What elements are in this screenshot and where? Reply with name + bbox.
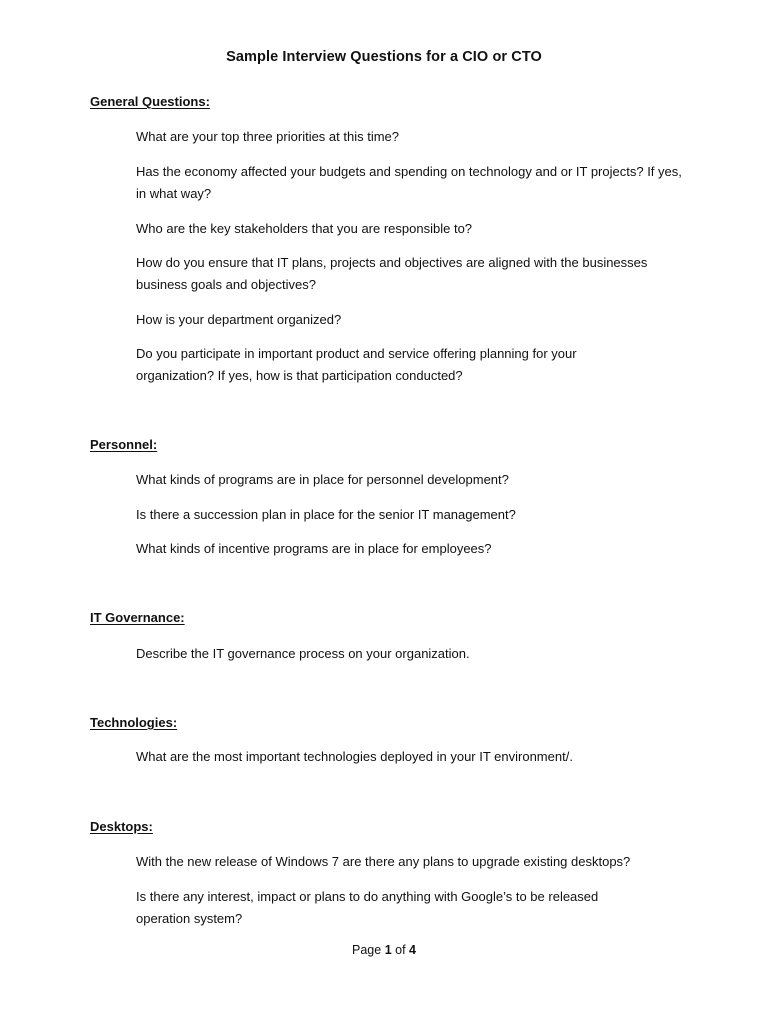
page-number <box>0 943 768 957</box>
question-item: Is there any interest, impact or plans to do anything with Google’s to be released operation system? <box>136 889 599 926</box>
question-item: With the new release of Windows 7 are there any plans to upgrade existing desktops? <box>136 854 631 869</box>
page-of: of <box>395 943 406 957</box>
question-item: How do you ensure that IT plans, projects and objectives are aligned with the businesses business goals and objectives? <box>136 255 648 292</box>
page-label: Page <box>352 943 382 957</box>
question-item: What kinds of programs are in place for personnel development? <box>136 472 509 487</box>
question-item: Describe the IT governance process on your organization. <box>136 646 470 661</box>
question-item: What are the most important technologies deployed in your IT environment/. <box>136 749 573 764</box>
section-heading-personnel: Personnel: <box>90 437 158 452</box>
section-heading-technologies: Technologies: <box>90 715 178 730</box>
question-item: What kinds of incentive programs are in place for employees? <box>136 541 492 556</box>
question-item: How is your department organized? <box>136 312 342 327</box>
page-total: 4 <box>409 943 416 957</box>
question-item: Is there a succession plan in place for the senior IT management? <box>136 507 516 522</box>
question-item: Has the economy affected your budgets and spending on technology and or IT projects? If yes, in what way? <box>136 164 682 201</box>
document-title: Sample Interview Questions for a CIO or CTO <box>226 49 542 65</box>
section-heading-desktops: Desktops: <box>90 819 153 834</box>
question-item: Do you participate in important product and service offering planning for your organization? If yes, how is that participation conducted? <box>136 346 577 383</box>
section-heading-it-governance: IT Governance: <box>90 610 185 625</box>
question-item: What are your top three priorities at this time? <box>136 129 400 144</box>
section-heading-general: General Questions: <box>90 94 210 109</box>
question-item: Who are the key stakeholders that you are responsible to? <box>136 221 473 236</box>
page-current: 1 <box>384 943 392 957</box>
